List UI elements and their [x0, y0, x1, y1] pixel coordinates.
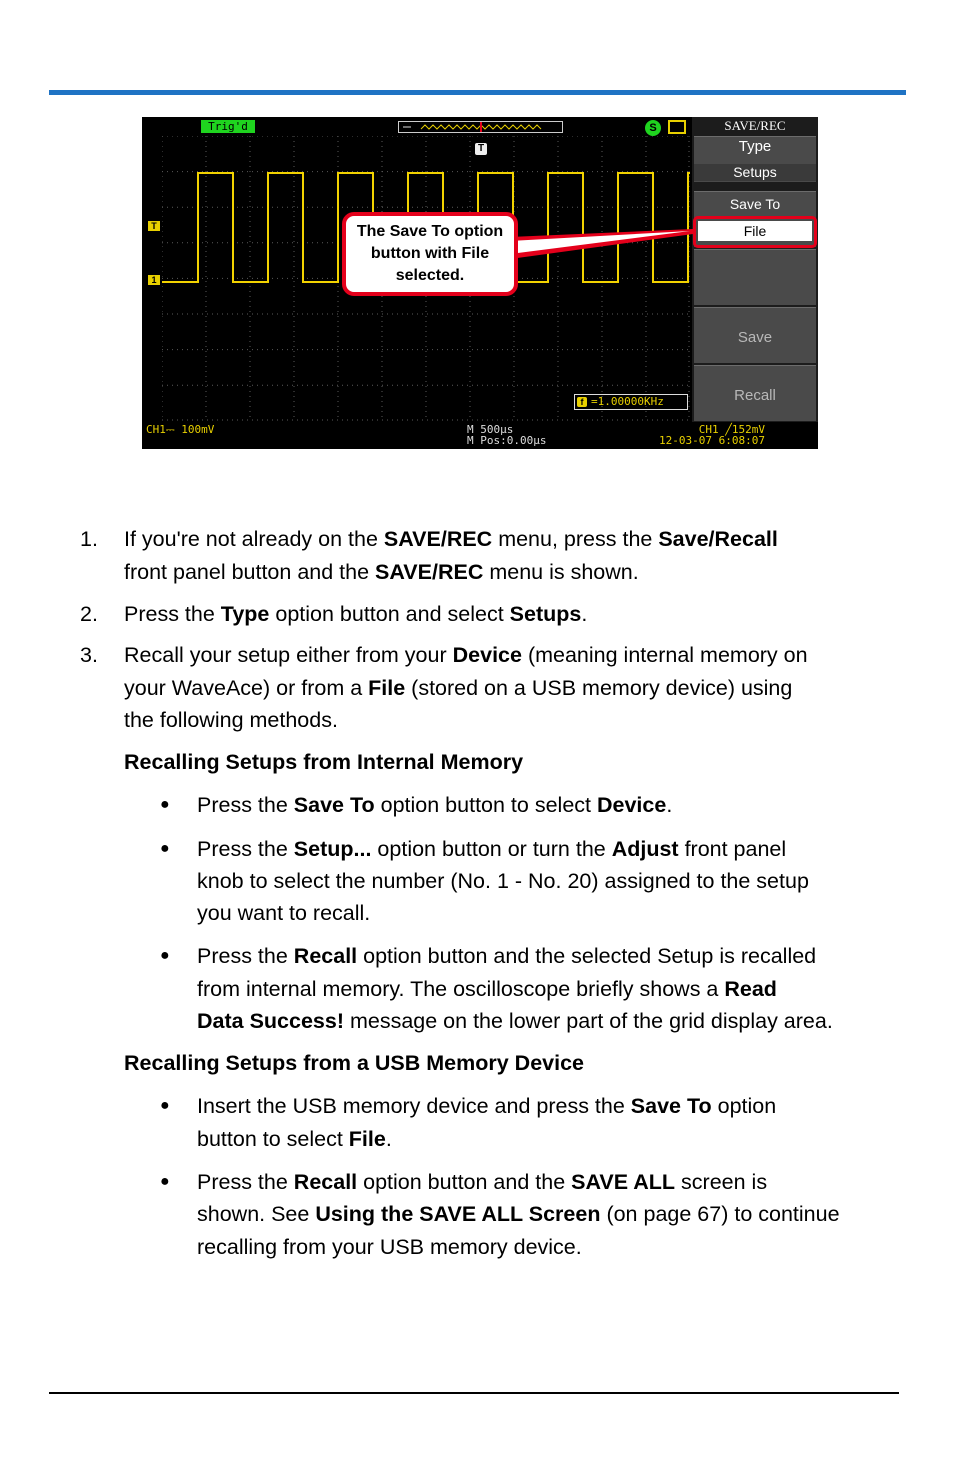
recall-label: Recall — [734, 387, 776, 404]
step-3-line-2: your WaveAce) or from a File (stored on a USB memory device) using — [124, 676, 793, 700]
callout-text: The Save To option button with File selected. — [356, 223, 504, 284]
bullet-icon: ● — [160, 1173, 170, 1190]
step-1-line-1: If you're not already on the SAVE/REC menu, press the Save/Recall — [124, 527, 778, 551]
ch1-ground-marker: 1 — [148, 275, 160, 285]
type-label: Type — [738, 138, 772, 155]
usb-icon: S — [645, 120, 661, 136]
trigger-level-marker: T — [148, 221, 160, 231]
step-1-line-2: front panel button and the SAVE/REC menu is shown. — [124, 560, 639, 584]
trigger-info: CH1 ╱152mV — [698, 423, 765, 436]
bullet-icon: ● — [160, 1097, 170, 1114]
s1-bullet-3-line-3: Data Success! message on the lower part of the grid display area. — [197, 1009, 833, 1033]
s2-bullet-1-line-2: button to select File. — [197, 1127, 392, 1151]
s1-bullet-3-line-1: Press the Recall option button and the selected Setup is recalled — [197, 944, 817, 968]
s1-bullet-1-line-1: Press the Save To option button to select Device. — [197, 793, 673, 817]
step-2-line-1: Press the Type option button and select Setups. — [124, 602, 588, 626]
step-3-line-1: Recall your setup either from your Device (meaning internal memory on — [124, 643, 808, 667]
frequency-readout: =1.00000KHz — [574, 394, 688, 410]
trigger-status: Trig'd — [201, 120, 255, 133]
s1-bullet-2-line-3: you want to recall. — [197, 901, 371, 925]
s1-bullet-3-line-2: from internal memory. The oscilloscope briefly shows a Read — [197, 977, 777, 1001]
step-number: 2. — [80, 602, 98, 626]
section-heading-usb: Recalling Setups from a USB Memory Device — [124, 1051, 585, 1075]
bullet-icon: ● — [160, 947, 170, 964]
printer-icon — [668, 120, 686, 134]
bullet-icon: ● — [160, 796, 170, 813]
trigger-readout — [650, 424, 765, 446]
timebase-position: M Pos:0.00μs — [467, 434, 547, 447]
step-3-line-3: the following methods. — [124, 708, 338, 732]
empty-option-slot — [694, 249, 816, 305]
type-value: Setups — [733, 164, 777, 180]
timebase-position-bar — [398, 121, 563, 133]
bullet-icon: ● — [160, 840, 170, 857]
frequency-icon: f — [577, 397, 587, 407]
s1-bullet-2-line-1: Press the Setup... option button or turn the Adjust front panel — [197, 837, 787, 861]
s2-bullet-2-line-3: recalling from your USB memory device. — [197, 1235, 582, 1259]
step-number: 1. — [80, 527, 98, 551]
section-heading-internal: Recalling Setups from Internal Memory — [124, 750, 524, 774]
timebase-waveform-icon — [399, 122, 562, 132]
header-rule — [49, 90, 906, 95]
trigger-position-marker: T — [475, 143, 487, 155]
ch1-scale: CH1⎓ 100mV — [146, 423, 215, 436]
timebase-main: M 500μs — [467, 423, 514, 436]
file-highlight-box — [693, 216, 817, 248]
saveto-label: Save To — [729, 196, 781, 212]
date-time: 12-03-07 6:08:07 — [659, 434, 765, 447]
s2-bullet-2-line-1: Press the Recall option button and the SAVE ALL screen is — [197, 1170, 768, 1194]
cross-reference-link[interactable]: Using the SAVE ALL Screen — [315, 1202, 601, 1226]
step-number: 3. — [80, 643, 98, 667]
save-label: Save — [737, 329, 773, 346]
timebase-readout — [467, 424, 546, 446]
s2-bullet-1-line-1: Insert the USB memory device and press the Save To option — [197, 1094, 777, 1118]
footer-rule — [49, 1392, 899, 1394]
s1-bullet-2-line-2: knob to select the number (No. 1 - No. 20) assigned to the setup — [197, 869, 809, 893]
saveto-value: File — [698, 221, 812, 241]
s2-bullet-2-line-2: shown. See Using the SAVE ALL Screen (on page 67) to continue — [197, 1202, 840, 1226]
menu-title: SAVE/REC — [724, 118, 786, 133]
callout-pointer — [510, 225, 696, 265]
